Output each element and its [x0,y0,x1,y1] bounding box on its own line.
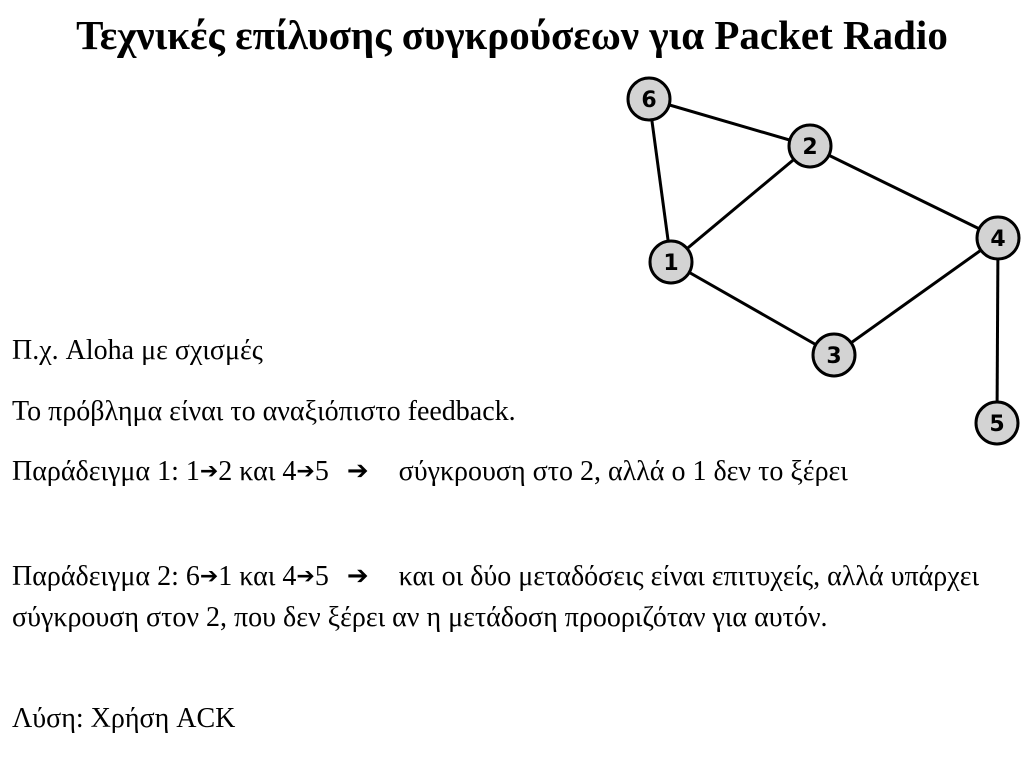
example-2-conj: και [232,561,283,592]
arrow-right-icon: ➔ [199,459,219,484]
graph-node-label: 4 [990,227,1006,252]
example-2-b-from: 4 [282,561,297,592]
example-1-a-to: 2 [218,456,233,487]
arrow-right-icon: ➔ [296,459,315,484]
graph-node-label: 3 [826,344,842,369]
graph-node-label: 5 [989,412,1005,437]
graph-edge-1-2 [671,146,810,262]
example-1-conj: και [232,456,283,487]
example-1-b-from: 4 [282,456,297,487]
example-2-a-from: 6 [185,561,200,592]
text-line-problem: Το πρόβλημα είναι το αναξιόπιστο feedback. [12,396,516,427]
text-line-solution: Λύση: Χρήση ACK [12,703,236,734]
graph-edge-2-4 [810,146,998,238]
graph-node-label: 1 [663,251,679,276]
graph-node-6 [628,78,670,120]
example-2 [12,557,1012,637]
example-1-result: σύγκρουση στο 2, αλλά ο 1 δεν το ξέρει [398,456,848,487]
graph-node-label: 2 [802,135,818,160]
graph-node-label: 6 [641,88,657,113]
graph-node-4 [977,217,1019,259]
graph-node-1 [650,241,692,283]
slide-title: Τεχνικές επίλυσης συγκρούσεων για Packet Radio [76,12,948,58]
graph-edge-6-2 [649,99,810,146]
example-1-prefix: Παράδειγμα 1: [12,456,186,487]
graph-edge-6-1 [649,99,671,262]
text-line-aloha: Π.χ. Aloha με σχισμές [12,335,263,366]
example-2-b-to: 5 [314,561,329,592]
arrow-right-icon: ➔ [199,564,219,589]
example-1 [12,452,1012,493]
arrow-right-icon: ➔ [296,564,315,589]
example-2-prefix: Παράδειγμα 2: [12,561,186,592]
graph-node-2 [789,125,831,167]
example-2-result: και οι δύο μεταδόσεις είναι επιτυχείς, αλλά υπάρχει σύγκρουση στον 2, που δεν ξέρει αν η μετάδοση προοριζόταν για αυτόν. [12,561,979,633]
bold-arrow-right-icon: ➔ [346,456,369,486]
example-2-a-to: 1 [218,561,233,592]
graph-nodes [628,78,1019,444]
example-1-b-to: 5 [314,456,329,487]
example-1-a-from: 1 [185,456,200,487]
bold-arrow-right-icon: ➔ [346,561,369,591]
